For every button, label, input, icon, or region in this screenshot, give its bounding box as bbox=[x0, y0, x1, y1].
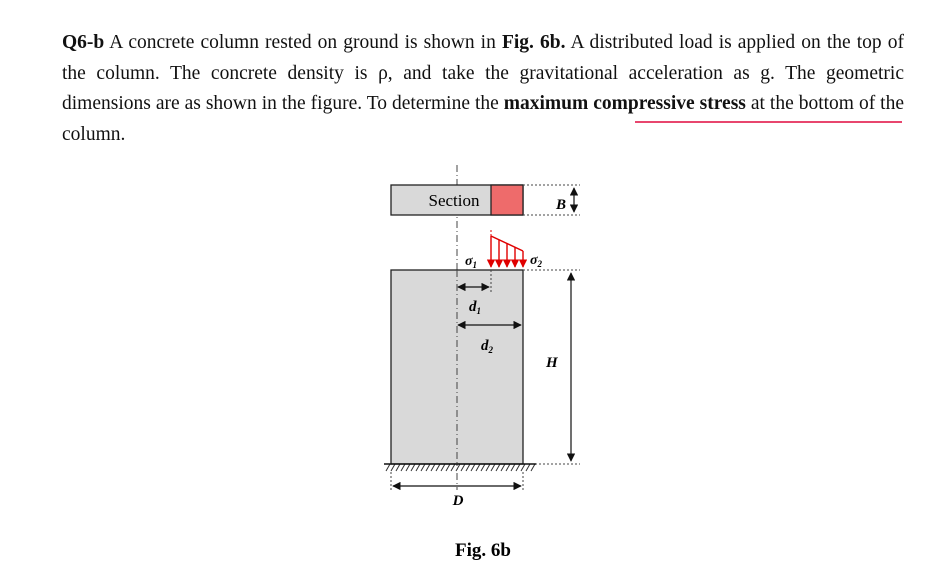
hatch-stroke bbox=[426, 464, 430, 471]
hatch-stroke bbox=[466, 464, 470, 471]
hatch-stroke bbox=[401, 464, 405, 471]
label-sigma1: $\sigma_1$ bbox=[465, 254, 478, 270]
hatch-stroke bbox=[386, 464, 390, 471]
hatch-stroke bbox=[496, 464, 500, 471]
hatch-stroke bbox=[391, 464, 395, 471]
hatch-stroke bbox=[451, 464, 455, 471]
hatch-stroke bbox=[526, 464, 530, 471]
hatch-stroke bbox=[396, 464, 400, 471]
hatch-stroke bbox=[416, 464, 420, 471]
question-label: Q6-b bbox=[62, 32, 105, 53]
hatch-stroke bbox=[411, 464, 415, 471]
hatch-stroke bbox=[501, 464, 505, 471]
label-d1: $d_1$ bbox=[469, 299, 481, 316]
label-h: H bbox=[546, 355, 558, 371]
hatch-stroke bbox=[471, 464, 475, 471]
hatch-stroke bbox=[521, 464, 525, 471]
label-d2: $d_2$ bbox=[481, 338, 493, 355]
hatch-stroke bbox=[481, 464, 485, 471]
hatch-stroke bbox=[436, 464, 440, 471]
question-text-part-2: A distributed load is applied on the top of the column. The concrete density is ρ, and take the gravitational acceleration as g. The geometric dimensions are as shown in the figure. To determine the bbox=[62, 32, 904, 114]
question-text-part-1: A concrete column rested on ground is shown in bbox=[104, 32, 502, 53]
section-label: Section bbox=[428, 191, 480, 210]
label-b: B bbox=[555, 197, 567, 213]
hatch-stroke bbox=[491, 464, 495, 471]
hatch-stroke bbox=[446, 464, 450, 471]
label-d: D bbox=[452, 493, 464, 509]
hatch-stroke bbox=[421, 464, 425, 471]
load-arrows bbox=[491, 236, 523, 267]
hatch-stroke bbox=[441, 464, 445, 471]
section-load-area bbox=[491, 185, 523, 215]
hatch-stroke bbox=[516, 464, 520, 471]
question-text-part-3: at the bottom of the column. bbox=[62, 93, 904, 145]
hatch-stroke bbox=[406, 464, 410, 471]
hatch-stroke bbox=[531, 464, 535, 471]
hatch-stroke bbox=[506, 464, 510, 471]
label-sigma2: $\sigma_2$ bbox=[530, 253, 543, 269]
hatch-stroke bbox=[431, 464, 435, 471]
figure-reference: Fig. 6b. bbox=[501, 32, 566, 53]
hatch-stroke bbox=[476, 464, 480, 471]
ground-hatching bbox=[386, 464, 535, 471]
hatch-stroke bbox=[486, 464, 490, 471]
emphasis-max-compressive-stress: maximum compressive stress bbox=[503, 93, 746, 114]
hatch-stroke bbox=[511, 464, 515, 471]
hatch-stroke bbox=[461, 464, 465, 471]
figure-caption: Fig. 6b bbox=[455, 540, 511, 561]
